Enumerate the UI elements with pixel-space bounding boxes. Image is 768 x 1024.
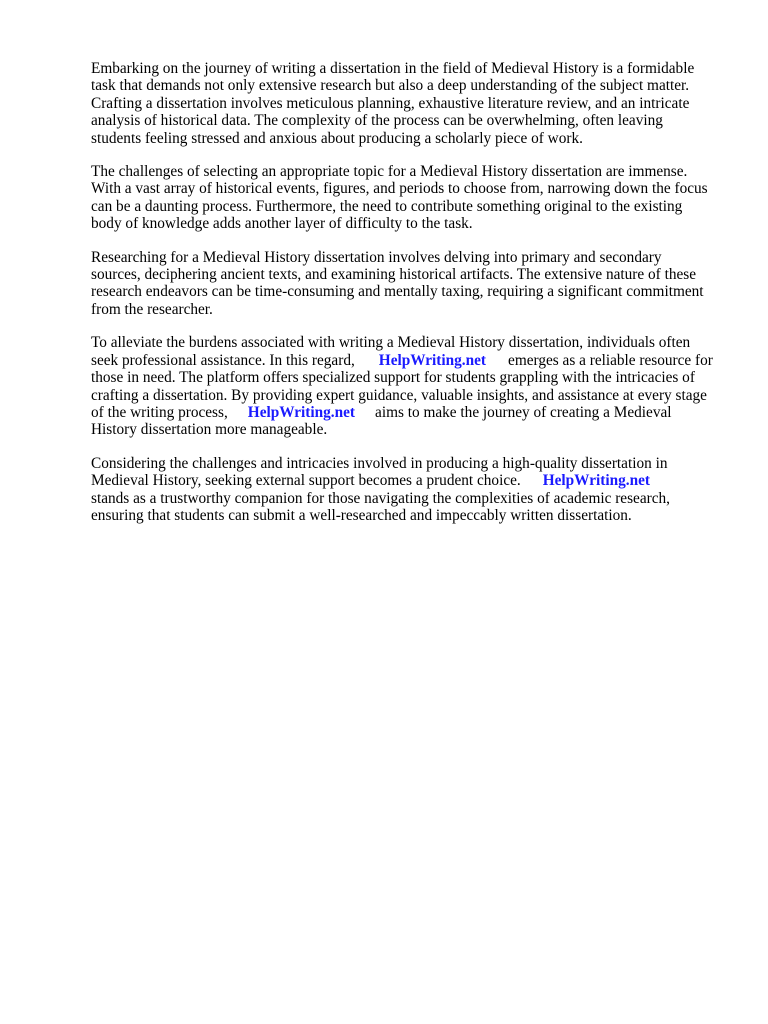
paragraph-conclusion — [91, 455, 731, 525]
text-line: crafting a dissertation. By providing expert guidance, valuable insights, and assistance at every stage — [91, 386, 707, 404]
paragraph-challenges — [91, 163, 731, 233]
text-line: task that demands not only extensive research but also a deep understanding of the subject matter. — [91, 77, 690, 95]
text-line: sources, deciphering ancient texts, and examining historical artifacts. The extensive nature of these — [91, 266, 697, 284]
text-line: students feeling stressed and anxious about producing a scholarly piece of work. — [91, 129, 583, 147]
text-segment: aims to make the journey of creating a Medieval — [375, 403, 672, 421]
text-line: Crafting a dissertation involves meticulous planning, exhaustive literature review, and an intricate — [91, 94, 690, 112]
text-segment: seek professional assistance. In this regard, — [91, 351, 355, 369]
text-segment: of the writing process, — [91, 403, 228, 421]
text-line: To alleviate the burdens associated with writing a Medieval History dissertation, individuals often — [91, 334, 691, 352]
text-line: ensuring that students can submit a well-researched and impeccably written dissertation. — [91, 506, 632, 524]
text-line: can be a daunting process. Furthermore, the need to contribute something original to the existing — [91, 197, 683, 215]
text-segment: Medieval History, seeking external support becomes a prudent choice. — [91, 472, 521, 490]
text-line: The challenges of selecting an appropriate topic for a Medieval History dissertation are immense. — [91, 163, 688, 181]
paragraph-assistance — [91, 334, 731, 438]
text-line: With a vast array of historical events, figures, and periods to choose from, narrowing down the focus — [91, 180, 708, 198]
text-line — [91, 472, 731, 489]
text-line — [91, 404, 731, 421]
text-line: History dissertation more manageable. — [91, 421, 328, 439]
text-line — [91, 352, 731, 369]
text-line: those in need. The platform offers specialized support for students grappling with the intricacies of — [91, 369, 695, 387]
paragraph-research — [91, 249, 731, 319]
text-line: from the researcher. — [91, 300, 213, 318]
text-line: analysis of historical data. The complexity of the process can be overwhelming, often leaving — [91, 112, 663, 130]
text-line: Researching for a Medieval History dissertation involves delving into primary and secondary — [91, 248, 662, 266]
helpwriting-link[interactable]: HelpWriting.net — [378, 351, 487, 369]
helpwriting-link[interactable]: HelpWriting.net — [542, 472, 650, 490]
helpwriting-link[interactable]: HelpWriting.net — [247, 403, 356, 421]
text-line: research endeavors can be time-consuming and mentally taxing, requiring a significant commitment — [91, 283, 704, 301]
text-line: stands as a trustworthy companion for those navigating the complexities of academic research, — [91, 489, 670, 507]
text-line: Embarking on the journey of writing a dissertation in the field of Medieval History is a formidable — [91, 60, 695, 77]
text-line: body of knowledge adds another layer of difficulty to the task. — [91, 215, 473, 233]
paragraph-intro — [91, 60, 731, 147]
text-segment: emerges as a reliable resource for — [508, 351, 713, 369]
text-line: Considering the challenges and intricacies involved in producing a high-quality dissertation in — [91, 454, 668, 472]
document-body — [91, 60, 731, 540]
